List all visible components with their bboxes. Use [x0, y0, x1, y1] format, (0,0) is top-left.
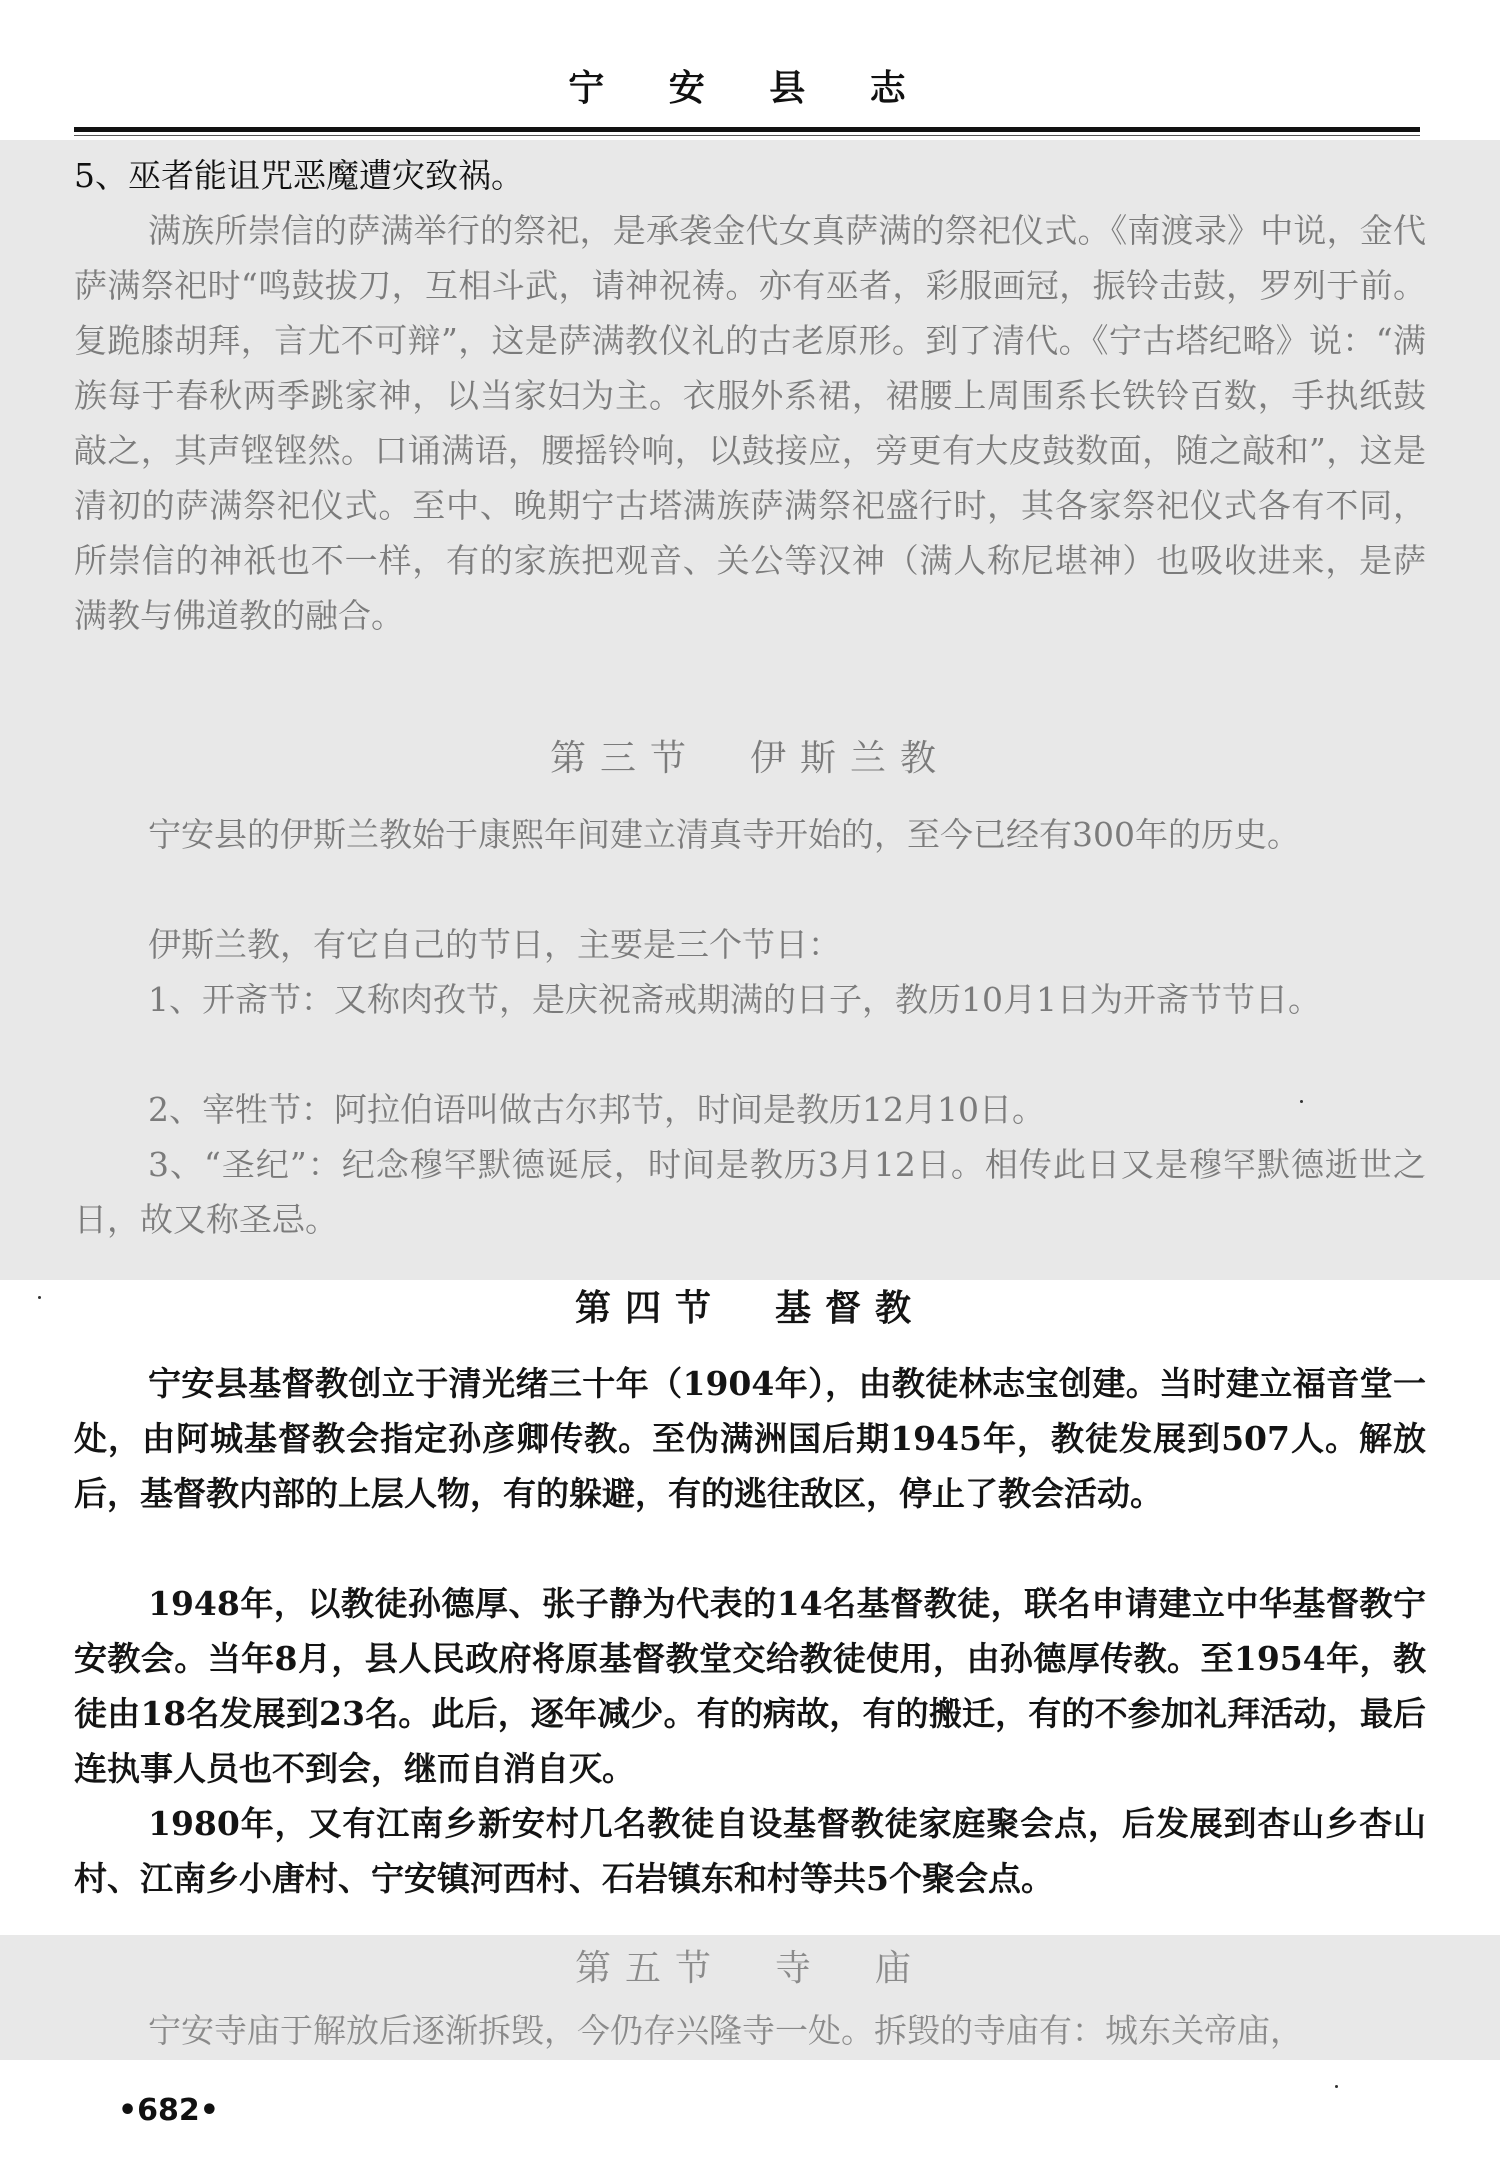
page-number: •682•: [118, 2093, 219, 2128]
sec2-paragraph-1: 满族所崇信的萨满举行的祭祀，是承袭金代女真萨满的祭祀仪式。《南渡录》中说，金代萨满祭祀时“鸣鼓拔刀，互相斗武，请神祝祷。亦有巫者，彩服画冠，振铃击鼓，罗列于前。复跪膝胡拜，言尤不可辩”，这是萨满教仪礼的古老原形。到了清代。《宁古塔纪略》说：“满族每于春秋两季跳家神，以当家妇为主。衣服外系裙，裙腰上周围系长铁铃百数，手执纸鼓敲之，其声铿铿然。口诵满语，腰摇铃响，以鼓接应，旁更有大皮鼓数面，随之敲和”，这是清初的萨满祭祀仪式。至中、晚期宁古塔满族萨满祭祀盛行时，其各家祭祀仪式各有不同，所崇信的神祇也不一样，有的家族把观音、关公等汉神（满人称尼堪神）也吸收进来，是萨满教与佛道教的融合。: [74, 211, 1426, 635]
sec2-item5: 5、巫者能诅咒恶魔遭灾致祸。: [74, 156, 524, 195]
sec3-item-2: 2、宰牲节：阿拉伯语叫做古尔邦节，时间是教历12月10日。: [148, 1090, 1045, 1129]
section-4-title: 第四节 基督教: [574, 1287, 925, 1329]
scan-speck: [1335, 2085, 1338, 2088]
sec3-paragraph-1: 宁安县的伊斯兰教始于康熙年间建立清真寺开始的，至今已经有300年的历史。: [148, 815, 1300, 854]
sec4-paragraph-1: 宁安县基督教创立于清光绪三十年（1904年），由教徒林志宝创建。当时建立福音堂一处，由阿城基督教会指定孙彦卿传教。至伪满洲国后期1945年，教徒发展到507人。解放后，基督教内部的上层人物，有的躲避，有的逃往敌区，停止了教会活动。: [74, 1364, 1426, 1513]
sec4-paragraph-2: 1948年，以教徒孙德厚、张子静为代表的14名基督教徒，联名申请建立中华基督教宁安教会。当年8月，县人民政府将原基督教堂交给教徒使用，由孙德厚传教。至1954年，教徒由18名发展到23名。此后，逐年减少。有的病故，有的搬迁，有的不参加礼拜活动，最后连执事人员也不到会，继而自消自灭。: [74, 1584, 1426, 1788]
scan-speck: [1300, 1100, 1303, 1103]
sec3-paragraph-2: 伊斯兰教，有它自己的节日，主要是三个节日：: [148, 925, 841, 964]
sec5-paragraph-1: 宁安寺庙于解放后逐渐拆毁，今仍存兴隆寺一处。拆毁的寺庙有：城东关帝庙，: [148, 2011, 1303, 2050]
page-header-title: 宁 安 县 志: [568, 68, 932, 109]
sec4-paragraph-3: 1980年，又有江南乡新安村几名教徒自设基督教徒家庭聚会点，后发展到杏山乡杏山村、江南乡小唐村、宁安镇河西村、石岩镇东和村等共5个聚会点。: [74, 1804, 1426, 1898]
sec3-item-3: 3、“圣纪”：纪念穆罕默德诞辰，时间是教历3月12日。相传此日又是穆罕默德逝世之日，故又称圣忌。: [74, 1145, 1426, 1239]
header-rule-thin: [74, 135, 1420, 136]
section-5-title: 第五节 寺 庙: [574, 1948, 925, 1989]
scan-speck: [38, 1296, 41, 1299]
sec3-item-1: 1、开斋节：又称肉孜节，是庆祝斋戒期满的日子，教历10月1日为开斋节节日。: [148, 980, 1321, 1019]
section-3-title: 第三节 伊斯兰教: [549, 738, 950, 779]
header-rule-thick: [74, 127, 1420, 132]
